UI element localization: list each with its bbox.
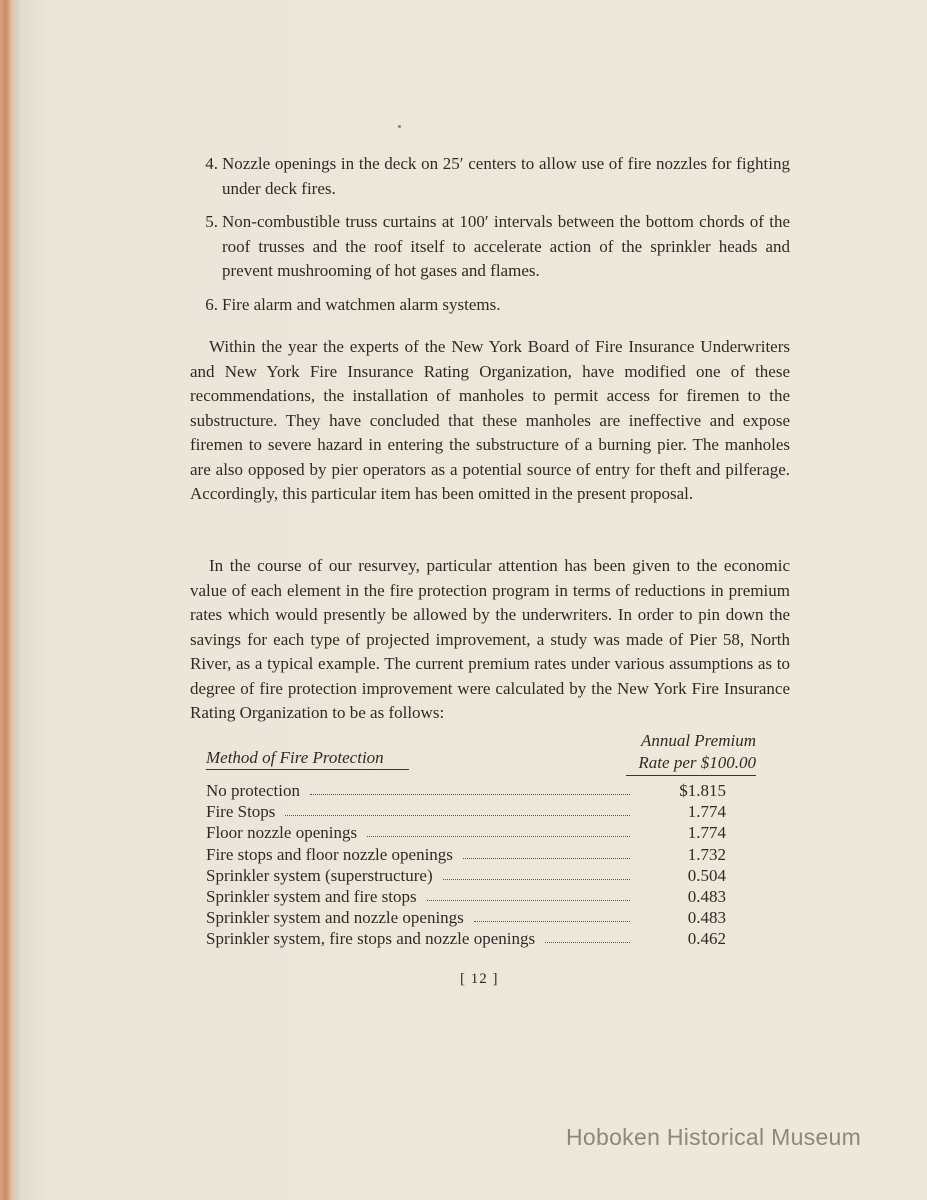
row-value: 1.774	[687, 823, 726, 843]
table-body	[206, 780, 766, 950]
list-item	[190, 210, 790, 284]
dot-leader	[285, 815, 630, 816]
table-row	[206, 780, 766, 801]
dot-leader	[474, 921, 630, 922]
row-label: Fire Stops	[206, 802, 276, 822]
dot-leader	[463, 858, 630, 859]
table-row	[206, 822, 766, 843]
row-value: 1.774	[687, 802, 726, 822]
row-label: Floor nozzle openings	[206, 823, 358, 843]
row-value: 0.462	[687, 929, 726, 949]
table-row	[206, 801, 766, 822]
list-item	[190, 152, 790, 201]
list-item-text: Fire alarm and watchmen alarm systems.	[222, 294, 501, 314]
row-label: Fire stops and floor nozzle openings	[206, 844, 453, 864]
speck	[398, 125, 401, 128]
row-value: 0.483	[687, 886, 726, 906]
row-label: Sprinkler system (superstructure)	[206, 865, 433, 885]
recommendation-list	[190, 152, 790, 326]
list-item-text: Non-combustible truss curtains at 100′ intervals between the bottom chords of the roof trusses and the roof itself to accelerate action of the sprinkler heads and prevent mushrooming of hot gases and flames.	[222, 212, 790, 280]
header-rate-line1: Annual Premium	[640, 731, 756, 750]
dot-leader	[427, 900, 630, 901]
row-value: 1.732	[687, 844, 726, 864]
list-item-number: 6.	[205, 294, 218, 314]
page-number: [ 12 ]	[460, 971, 499, 987]
dot-leader	[310, 794, 630, 795]
row-value: 0.504	[687, 865, 726, 885]
table-row	[206, 907, 766, 928]
row-value: $1.815	[679, 781, 726, 800]
header-rate-line2: Rate per $100.00	[626, 752, 756, 776]
row-label: Sprinkler system, fire stops and nozzle openings	[206, 929, 536, 949]
book-spine-edge	[0, 0, 22, 1200]
list-item-number: 4.	[205, 154, 218, 173]
row-label: Sprinkler system and nozzle openings	[206, 908, 464, 928]
table-row	[206, 886, 766, 907]
paragraph-resurvey: In the course of our resurvey, particular attention has been given to the economic value of each element in the fire protection program in terms of reductions in premium rates which would presently be allowed by the underwriters. In order to pin down the savings for each type of projected improvement, a study was made of Pier 58, North River, as a typical example. The current premium rates under various assumptions as to degree of fire protection improvement were calculated by the New York Fire Insurance Rating Organization to be as follows:	[190, 556, 790, 722]
watermark-text: Hoboken Historical Museum	[566, 1124, 862, 1150]
table-row	[206, 844, 766, 865]
dot-leader	[545, 942, 630, 943]
row-label: No protection	[206, 781, 300, 800]
row-label: Sprinkler system and fire stops	[206, 886, 417, 906]
premium-rate-table	[206, 730, 766, 950]
list-item-text: Nozzle openings in the deck on 25′ centers to allow use of fire nozzles for fighting under deck fires.	[222, 154, 790, 198]
header-method: Method of Fire Protection	[206, 748, 409, 770]
list-item-number: 5.	[205, 212, 218, 231]
paragraph-manholes: Within the year the experts of the New York Board of Fire Insurance Underwriters and New York Fire Insurance Rating Organization, have modified one of these recommendations, the installation of manholes to permit access for firemen to the substructure. They have concluded that these manholes are ineffective and expose firemen to severe hazard in entering the substructure of a burning pier. The manholes are also opposed by pier operators as a potential source of entry for theft and pilferage. Accordingly, this particular item has been omitted in the present proposal.	[190, 337, 790, 503]
row-value: 0.483	[687, 908, 726, 928]
table-row	[206, 865, 766, 886]
dot-leader	[367, 836, 630, 837]
header-rate	[626, 730, 756, 776]
list-item	[190, 293, 790, 318]
table-header	[206, 730, 766, 776]
dot-leader	[443, 879, 630, 880]
table-row	[206, 928, 766, 949]
